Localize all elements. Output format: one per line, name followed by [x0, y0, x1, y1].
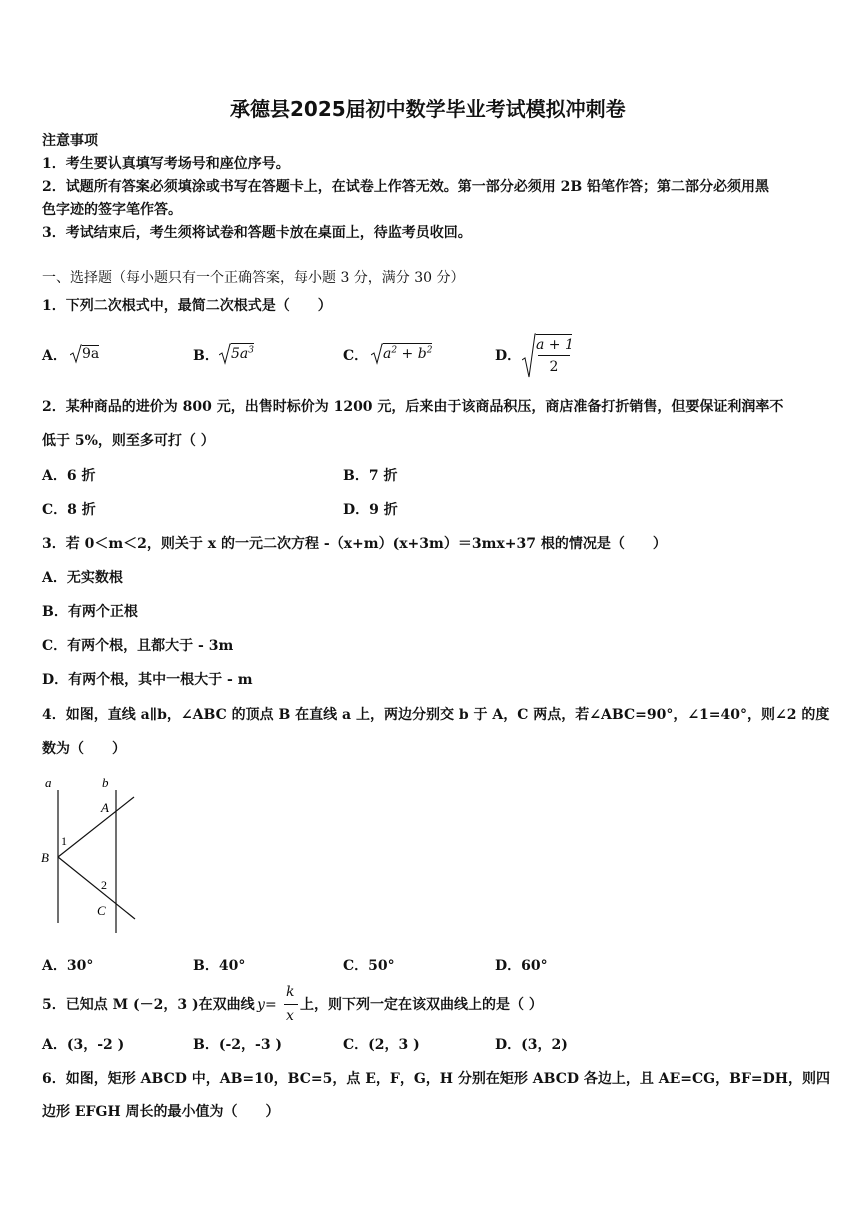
q1-c-exp2: 2 [426, 345, 433, 356]
question-1-stem: 1．下列二次根式中，最简二次根式是（ ） [42, 298, 332, 314]
q5-option-c: C．(2，3 ) [343, 1037, 420, 1053]
q4-option-a: A．30° [42, 958, 94, 974]
radical-sign-icon [219, 343, 231, 365]
q1-b-exponent: 3 [248, 345, 254, 356]
label-a: a [45, 775, 52, 790]
q1-option-c-radical [371, 343, 432, 365]
label-angle-2: 2 [101, 878, 107, 892]
question-6-line1: 6．如图，矩形 ABCD 中，AB=10，BC=5，点 E，F，G，H 分别在矩形 ABCD 各边上，且 AE=CG，BF=DH，则四 [42, 1071, 830, 1087]
q1-option-label-d: D． [495, 348, 522, 364]
notice-item: 1．考生要认真填写考场号和座位序号。 [42, 156, 290, 172]
label-B: B [41, 850, 49, 865]
question-6-line2: 边形 EFGH 周长的最小值为（ ） [42, 1104, 280, 1120]
q4-option-c: C．50° [343, 958, 395, 974]
q5-option-d: D．(3，2) [495, 1037, 568, 1053]
q5-formula-x: x [286, 1008, 294, 1024]
question-5-post: 上，则下列一定在该双曲线上的是（ ） [300, 997, 543, 1013]
page-title: 承德县2025届初中数学毕业考试模拟冲刺卷 [230, 97, 626, 121]
notice-item: 2．试题所有答案必须填涂或书写在答题卡上，在试卷上作答无效。第一部分必须用 2B 铅笔作答；第二部分必须用黑 [42, 179, 770, 195]
q1-b-radicand: 5a [231, 346, 249, 362]
q2-option-b: B．7 折 [343, 468, 398, 484]
q1-c-a: a [383, 346, 392, 362]
q2-option-a: A．6 折 [42, 468, 96, 484]
q5-formula-k: k [286, 984, 295, 1000]
q2-option-d: D．9 折 [343, 502, 398, 518]
section-heading: 一、选择题（每小题只有一个正确答案，每小题 3 分，满分 30 分） [42, 270, 465, 286]
q5-option-a: A．(3，-2 ) [42, 1037, 125, 1053]
q3-option-c: C．有两个根，且都大于 - 3m [42, 638, 234, 654]
label-angle-1: 1 [61, 834, 67, 848]
radical-sign-icon [70, 344, 82, 364]
question-5-pre: 5．已知点 M (－2，3 )在双曲线 [42, 997, 255, 1013]
q1-c-b: b [417, 346, 427, 362]
q1-option-a-radical [70, 344, 99, 364]
q1-c-plus: + [397, 346, 418, 362]
q1-option-label-b: B． [193, 348, 219, 364]
question-2-line2: 低于 5%，则至多可打（ ） [42, 433, 215, 449]
question-2-line1: 2．某种商品的进价为 800 元，出售时标价为 1200 元，后来由于该商品积压，商店准备打折销售，但要保证利润率不 [42, 399, 784, 415]
ray-ba [58, 797, 134, 857]
q5-formula-eq: = [265, 997, 277, 1013]
question-4-line2: 数为（ ） [42, 741, 126, 757]
notice-heading: 注意事项 [42, 133, 98, 149]
q1-option-label-a: A． [42, 348, 67, 364]
notice-item: 3．考试结束后，考生须将试卷和答题卡放在桌面上，待监考员收回。 [42, 225, 472, 241]
q1-a-radicand: 9a [82, 346, 100, 362]
q2-option-c: C．8 折 [42, 502, 96, 518]
q5-option-b: B．(-2，-3 ) [193, 1037, 283, 1053]
q1-option-b-radical [219, 343, 254, 365]
radical-sign-icon [522, 332, 536, 378]
q1-option-label-c: C． [343, 348, 369, 364]
label-b: b [102, 775, 109, 790]
label-A: A [101, 800, 109, 815]
label-C: C [97, 903, 106, 918]
q5-hyperbola-formula [257, 983, 305, 1027]
question-3-stem: 3．若 0＜m＜2，则关于 x 的一元二次方程 -（x+m）(x+3m）＝3mx+37 根的情况是（ ） [42, 536, 667, 552]
q3-option-b: B．有两个正根 [42, 604, 138, 620]
q1-c-exp1: 2 [391, 345, 398, 356]
q4-option-d: D．60° [495, 958, 548, 974]
radical-sign-icon [371, 343, 383, 365]
q5-formula-y: y [257, 997, 265, 1013]
question-4-line1: 4．如图，直线 a∥b，∠ABC 的顶点 B 在直线 a 上，两边分别交 b 于 A，C 两点，若∠ABC=90°，∠1=40°，则∠2 的度 [42, 707, 830, 723]
q3-option-d: D．有两个根，其中一根大于 - m [42, 672, 253, 688]
notice-item: 色字迹的签字笔作答。 [42, 202, 182, 218]
q3-option-a: A．无实数根 [42, 570, 123, 586]
q4-figure [38, 770, 140, 938]
q1-d-numerator: a + 1 [536, 337, 574, 353]
q1-d-denominator: 2 [549, 359, 559, 375]
q4-option-b: B．40° [193, 958, 246, 974]
